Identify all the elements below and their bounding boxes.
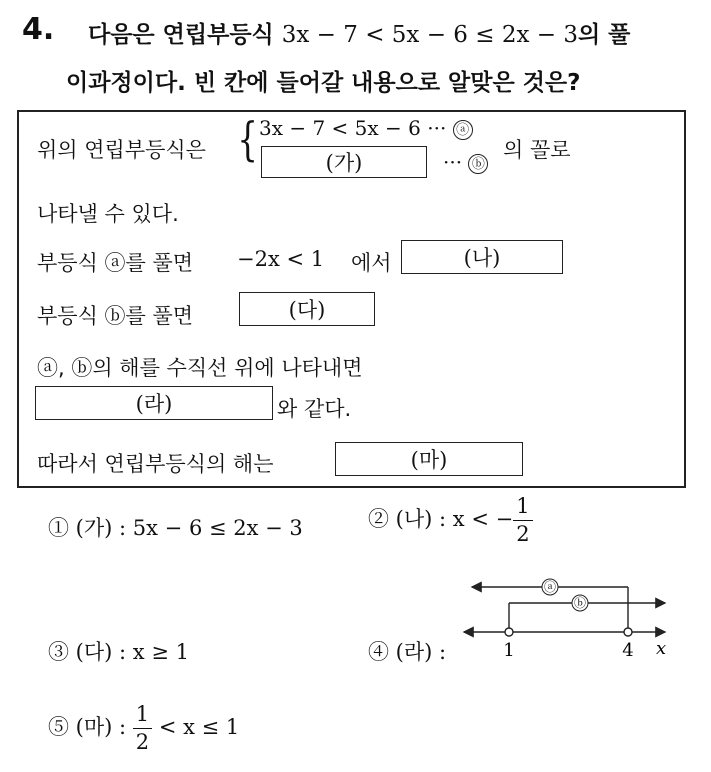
blank-na: (나) <box>401 240 563 274</box>
option-5-label: ⑤ (마) : <box>48 715 127 739</box>
mark-a-icon: ⓐ <box>453 120 473 140</box>
option-5-numerator: 1 <box>133 704 152 729</box>
option-5-math: < x ≤ 1 <box>158 715 240 739</box>
row5-text: ⓐ, ⓑ의 해를 수직선 위에 나타내면 <box>37 356 363 380</box>
row1-prefix: 위의 연립부등식은 <box>37 138 206 162</box>
option-4-label: ④ (라) : <box>368 640 447 664</box>
label-a: ⓐ <box>543 580 557 594</box>
question-line-2: 이과정이다. 빈 칸에 들어갈 내용으로 알맞은 것은? <box>66 70 581 96</box>
blank-ra: (라) <box>35 386 273 420</box>
option-1-label: ① (가) : <box>48 516 127 540</box>
system-brace: { <box>237 112 258 166</box>
system-bottom-dots: ··· <box>443 150 463 174</box>
option-1-math: 5x − 6 ≤ 2x − 3 <box>132 516 303 540</box>
option-2-label: ② (나) : <box>368 507 447 531</box>
row6-suffix: 와 같다. <box>277 397 352 421</box>
row3-mid: 에서 <box>351 251 392 275</box>
option-3-math: x ≥ 1 <box>132 640 189 664</box>
option-5[interactable] <box>48 704 239 753</box>
tick-label-4: 4 <box>622 640 634 661</box>
system-top-text: 3x − 7 < 5x − 6 ··· <box>259 116 447 140</box>
question-text-pre: 다음은 연립부등식 <box>88 22 282 48</box>
open-dot-4 <box>624 628 632 636</box>
system-bottom-line <box>443 150 488 174</box>
option-3-label: ③ (다) : <box>48 640 127 664</box>
option-2-denominator: 2 <box>516 522 530 546</box>
row3-math: −2x < 1 <box>237 247 325 271</box>
solution-box <box>17 110 686 488</box>
system-top-line <box>259 116 473 140</box>
option-5-denominator: 2 <box>135 730 150 754</box>
blank-da: (다) <box>239 292 375 326</box>
option-2-math: x < − <box>452 507 514 531</box>
axis-label-x: x <box>656 638 667 659</box>
blank-ga: (가) <box>261 146 427 178</box>
option-2-fraction <box>513 496 532 545</box>
option-5-fraction <box>133 704 152 753</box>
question-inequality: 3x − 7 < 5x − 6 ≤ 2x − 3 <box>281 22 578 48</box>
option-2-numerator: 1 <box>513 496 532 521</box>
option-3[interactable] <box>48 636 189 666</box>
question-number: 4. <box>22 12 55 47</box>
question-text-post: 의 풀 <box>577 22 631 48</box>
option-1[interactable] <box>48 512 303 542</box>
blank-ma: (마) <box>335 442 523 476</box>
question-line-1 <box>88 16 630 49</box>
label-b: ⓑ <box>573 596 587 610</box>
row4-prefix: 부등식 ⓑ를 풀면 <box>37 304 194 328</box>
option-4[interactable] <box>368 636 446 666</box>
open-dot-1 <box>505 628 513 636</box>
mark-b-icon: ⓑ <box>468 154 488 174</box>
row1-suffix: 의 꼴로 <box>503 138 571 162</box>
option-2[interactable] <box>368 496 533 545</box>
row3-prefix: 부등식 ⓐ를 풀면 <box>37 251 194 275</box>
number-line-diagram <box>460 570 680 670</box>
row7-prefix: 따라서 연립부등식의 해는 <box>37 452 274 476</box>
row2-text: 나타낼 수 있다. <box>37 202 179 226</box>
tick-label-1: 1 <box>503 640 515 661</box>
